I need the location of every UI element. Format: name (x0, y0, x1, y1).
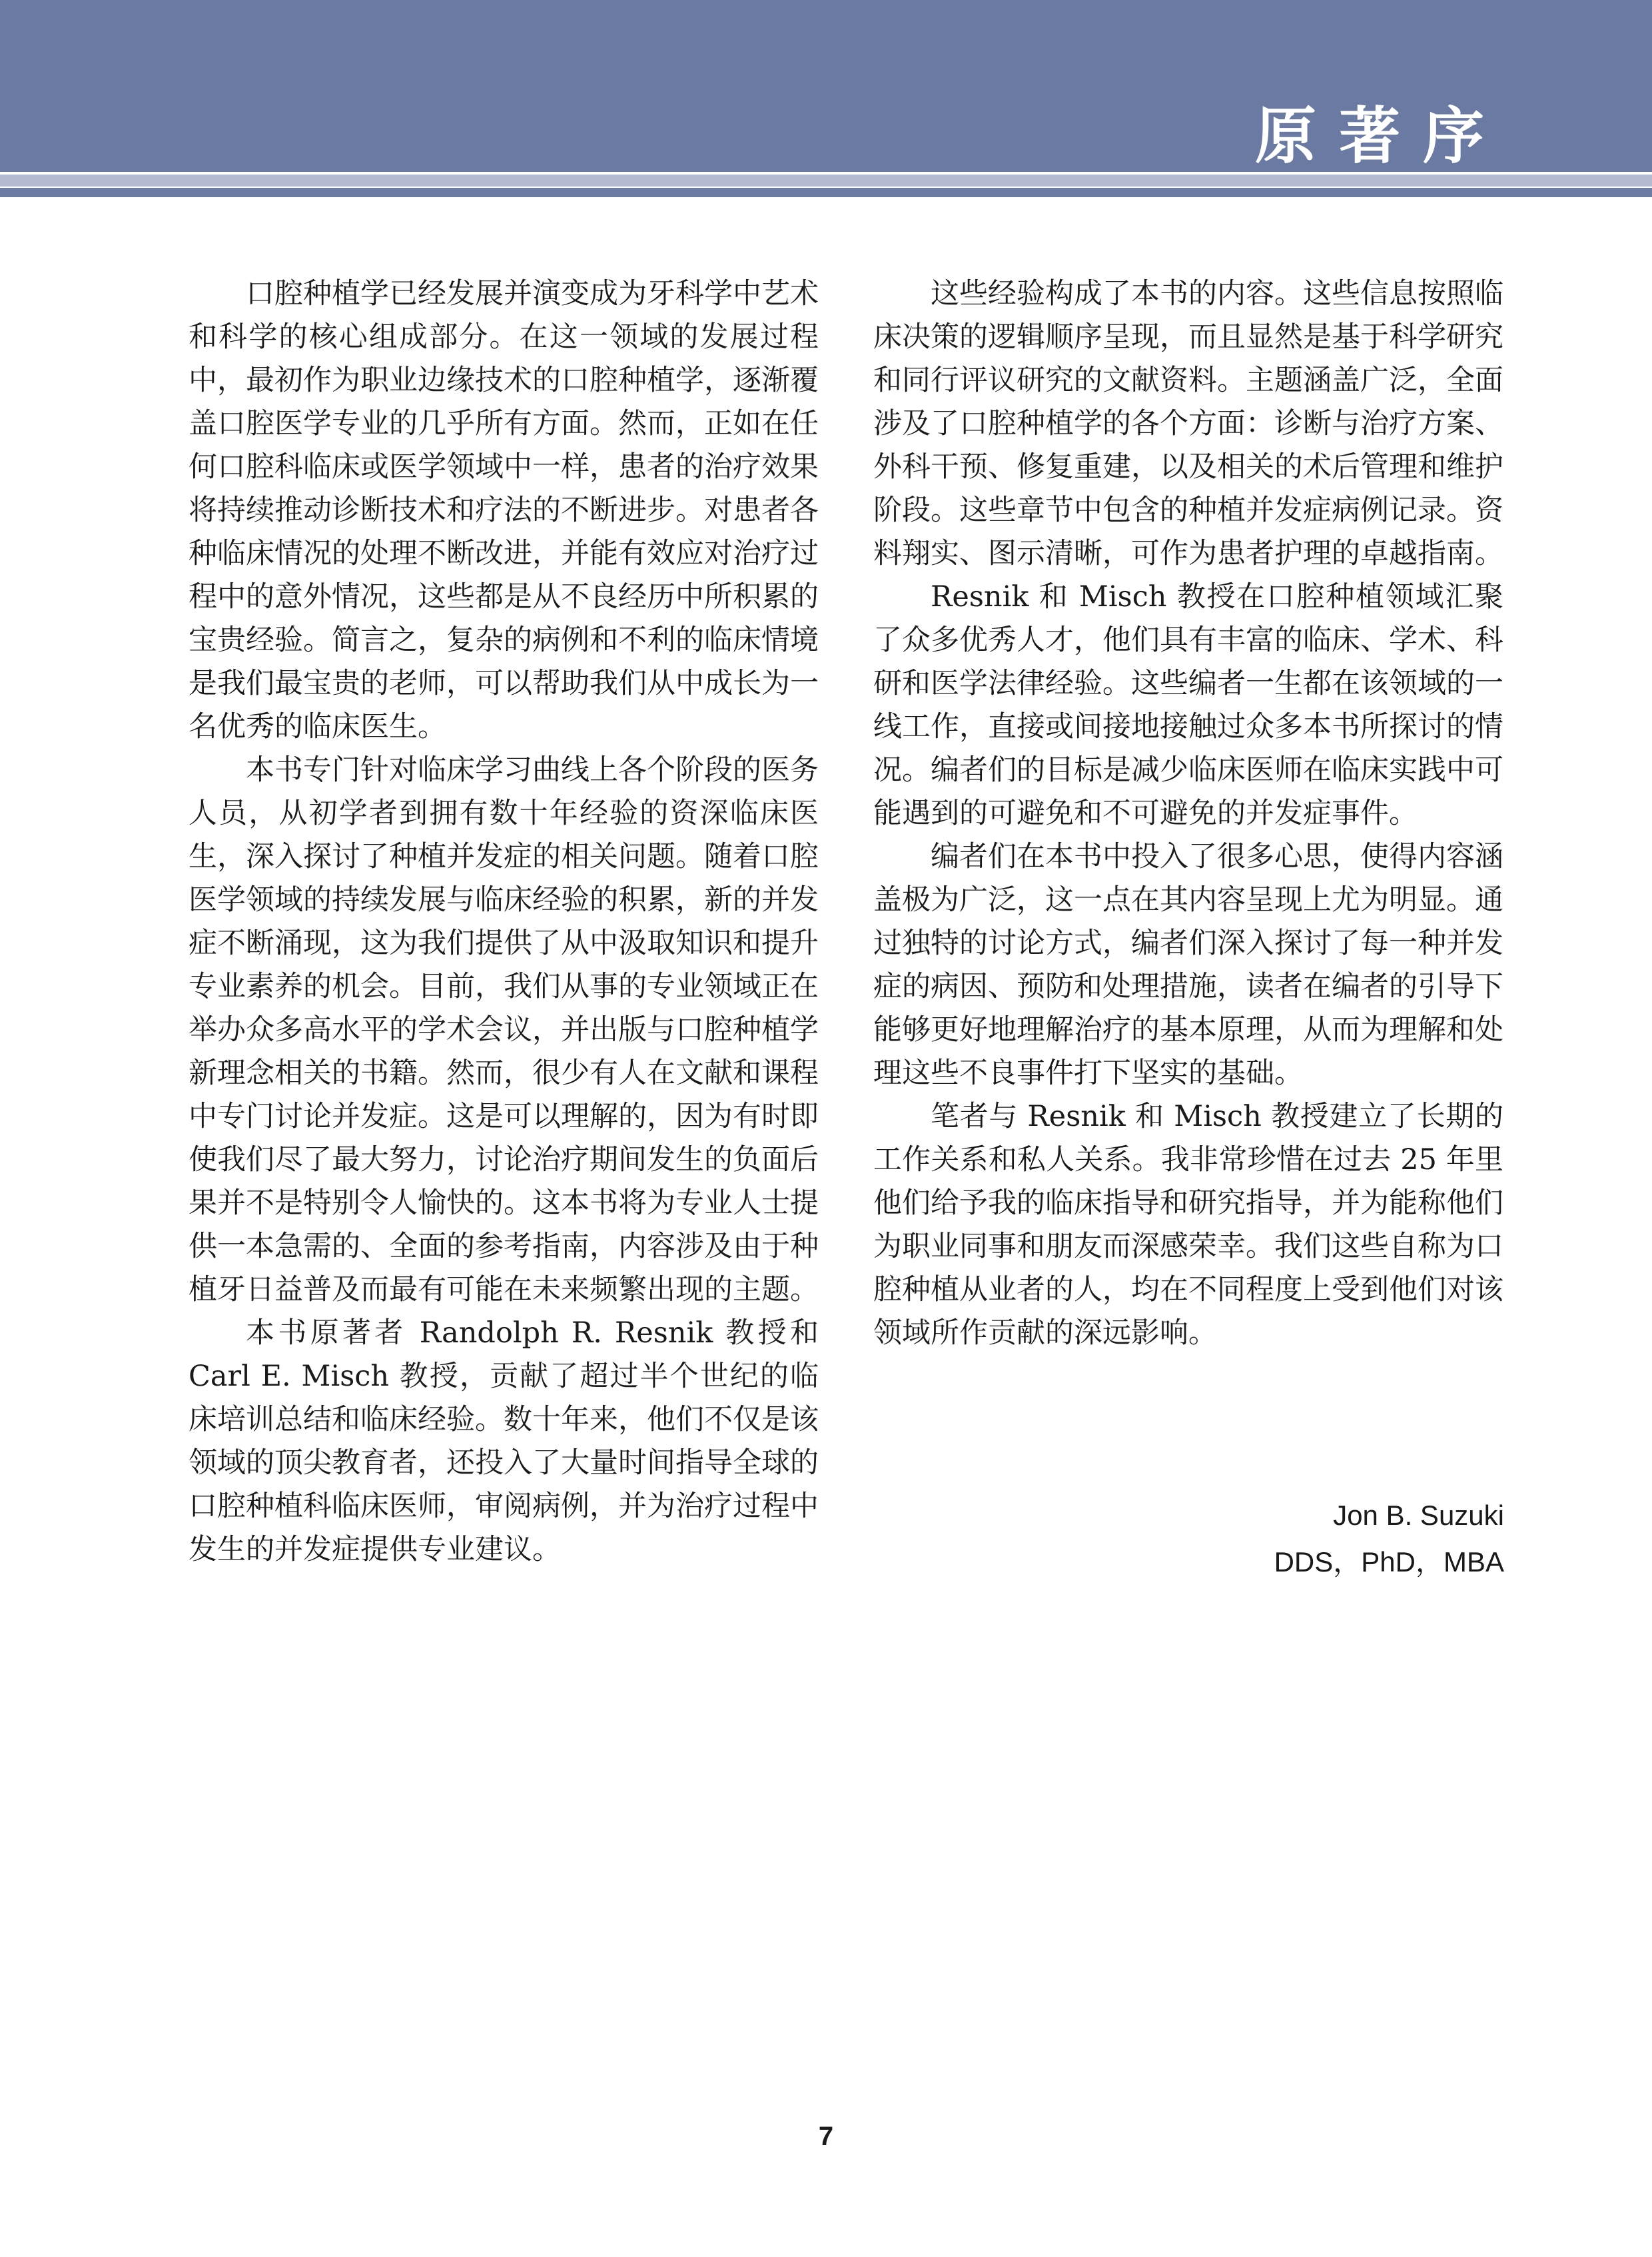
author-credentials: DDS，PhD，MBA (1274, 1546, 1504, 1578)
paragraph: 笔者与 Resnik 和 Misch 教授建立了长期的工作关系和私人关系。我非常珍惜在过去 25 年里他们给予我的临床指导和研究指导，并为能称他们为职业同事和朋友而深感荣幸。我们这些自称为口腔种植从业者的人，均在不同程度上受到他们对该领域所作贡献的深远影响。 (873, 1100, 1503, 1350)
author-signature (1274, 1492, 1504, 1585)
paragraph: 本书专门针对临床学习曲线上各个阶段的医务人员，从初学者到拥有数十年经验的资深临床医生，深入探讨了种植并发症的相关问题。随着口腔医学领域的持续发展与临床经验的积累，新的并发症不断涌现，这为我们提供了从中汲取知识和提升专业素养的机会。目前，我们从事的专业领域正在举办众多高水平的学术会议，并出版与口腔种植学新理念相关的书籍。然而，很少有人在文献和课程中专门讨论并发症。这是可以理解的，因为有时即使我们尽了最大努力，讨论治疗期间发生的负面后果并不是特别令人愉快的。这本书将为专业人士提供一本急需的、全面的参考指南，内容涉及由于种植牙日益普及而最有可能在未来频繁出现的主题。 (189, 753, 819, 1306)
left-column (189, 272, 819, 1572)
paragraph: 这些经验构成了本书的内容。这些信息按照临床决策的逻辑顺序呈现，而且显然是基于科学研究和同行评议研究的文献资料。主题涵盖广泛，全面涉及了口腔种植学的各个方面：诊断与治疗方案、外科干预、修复重建，以及相关的术后管理和维护阶段。这些章节中包含的种植并发症病例记录。资料翔实、图示清晰，可作为患者护理的卓越指南。 (873, 277, 1503, 570)
paragraph: 口腔种植学已经发展并演变成为牙科学中艺术和科学的核心组成部分。在这一领域的发展过程中，最初作为职业边缘技术的口腔种植学，逐渐覆盖口腔医学专业的几乎所有方面。然而，正如在任何口腔科临床或医学领域中一样，患者的治疗效果将持续推动诊断技术和疗法的不断进步。对患者各种临床情况的处理不断改进，并能有效应对治疗过程中的意外情况，这些都是从不良经历中所积累的宝贵经验。简言之，复杂的病例和不利的临床情境是我们最宝贵的老师，可以帮助我们从中成长为一名优秀的临床医生。 (189, 277, 819, 743)
author-name: Jon B. Suzuki (1333, 1500, 1504, 1531)
header-rule-dark (0, 188, 1652, 197)
paragraph: Resnik 和 Misch 教授在口腔种植领域汇聚了众多优秀人才，他们具有丰富的临床、学术、科研和医学法律经验。这些编者一生都在该领域的一线工作，直接或间接地接触过众多本书所探讨的情况。编者们的目标是减少临床医师在临床实践中可能遇到的可避免和不可避免的并发症事件。 (873, 580, 1503, 830)
right-column (873, 272, 1503, 1355)
paragraph: 本书原著者 Randolph R. Resnik 教授和 Carl E. Misch 教授，贡献了超过半个世纪的临床培训总结和临床经验。数十年来，他们不仅是该领域的顶尖教育者，还投入了大量时间指导全球的口腔种植科临床医师，审阅病例，并为治疗过程中发生的并发症提供专业建议。 (189, 1316, 819, 1566)
page-title: 原著序 (1254, 101, 1507, 172)
header-band (0, 0, 1652, 172)
paragraph: 编者们在本书中投入了很多心思，使得内容涵盖极为广泛，这一点在其内容呈现上尤为明显。通过独特的讨论方式，编者们深入探讨了每一种并发症的病因、预防和处理措施，读者在编者的引导下能够更好地理解治疗的基本原理，从而为理解和处理这些不良事件打下坚实的基础。 (873, 840, 1503, 1090)
page-number: 7 (818, 2122, 834, 2151)
header-rule-light (0, 175, 1652, 187)
